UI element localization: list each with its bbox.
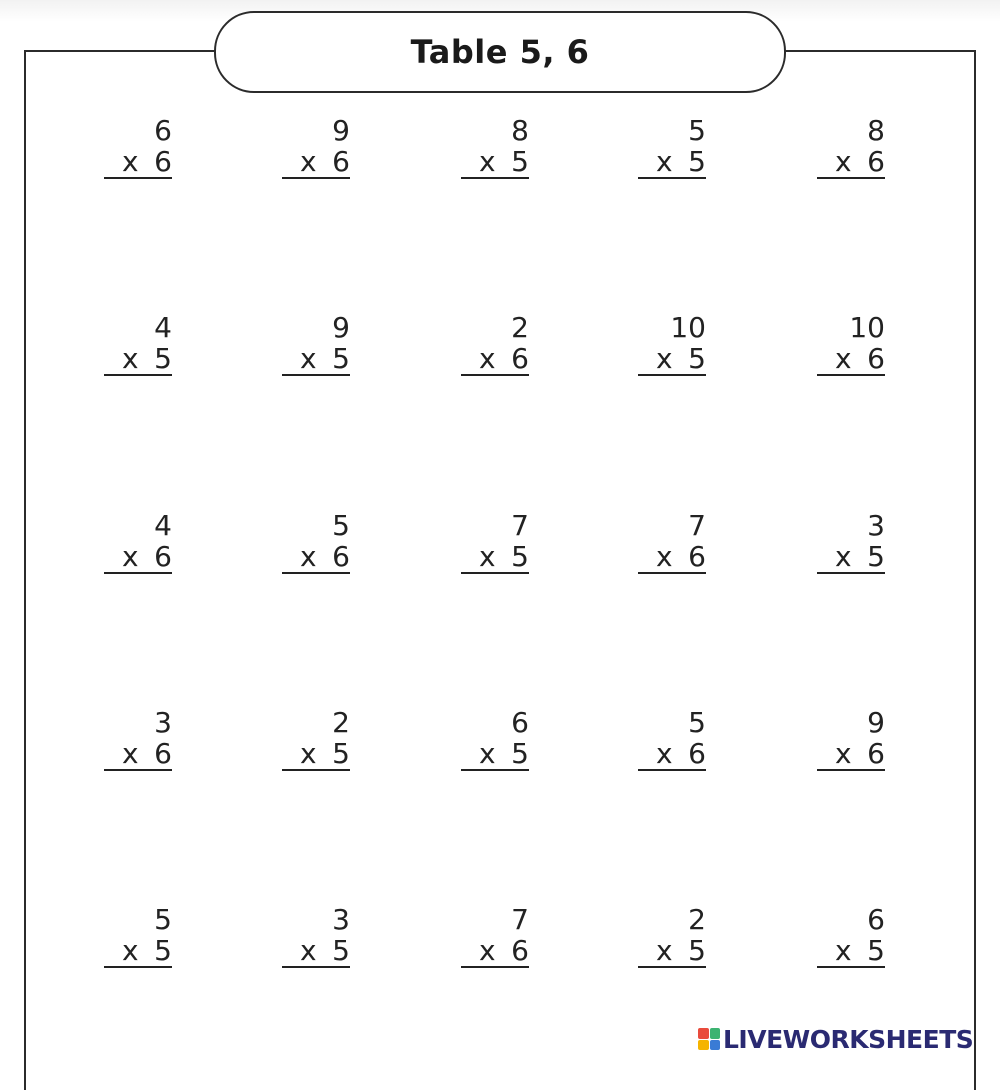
multiplicand: 6 [867, 903, 885, 936]
multiplicand: 9 [332, 114, 350, 147]
times-sign: x [479, 934, 496, 967]
multiplicand: 4 [154, 311, 172, 344]
times-sign: x [122, 737, 139, 770]
multiplicand: 6 [511, 706, 529, 739]
multiplicand: 7 [688, 509, 706, 542]
multiplier-row [282, 344, 350, 376]
multiplier: 5 [332, 737, 350, 770]
multiplier-row [817, 739, 885, 771]
multiplicand: 5 [688, 114, 706, 147]
multiplication-problem [282, 905, 350, 975]
times-sign: x [479, 342, 496, 375]
multiplier: 5 [511, 540, 529, 573]
multiplier: 6 [688, 540, 706, 573]
multiplication-problem [461, 116, 529, 186]
multiplier: 6 [332, 540, 350, 573]
logo-square-1 [698, 1028, 709, 1039]
multiplier: 6 [867, 342, 885, 375]
multiplicand: 10 [849, 311, 885, 344]
multiplier: 6 [154, 540, 172, 573]
multiplier: 6 [154, 737, 172, 770]
multiplier-row [461, 344, 529, 376]
multiplier-row [817, 936, 885, 968]
times-sign: x [656, 342, 673, 375]
logo-square-3 [698, 1040, 709, 1051]
multiplier: 6 [867, 145, 885, 178]
multiplicand: 10 [670, 311, 706, 344]
multiplicand: 8 [867, 114, 885, 147]
times-sign: x [122, 934, 139, 967]
times-sign: x [835, 540, 852, 573]
multiplication-problem [817, 313, 885, 383]
multiplicand: 8 [511, 114, 529, 147]
title-banner [214, 11, 786, 93]
multiplier-row [638, 739, 706, 771]
multiplicand: 2 [332, 706, 350, 739]
multiplier-row [638, 542, 706, 574]
multiplication-problem [282, 511, 350, 581]
times-sign: x [656, 540, 673, 573]
multiplier: 5 [154, 934, 172, 967]
times-sign: x [300, 934, 317, 967]
multiplicand: 3 [867, 509, 885, 542]
multiplicand: 6 [154, 114, 172, 147]
multiplier-row [817, 344, 885, 376]
logo-square-2 [710, 1028, 721, 1039]
multiplier-row [104, 739, 172, 771]
multiplication-problem [638, 511, 706, 581]
multiplier-row [638, 344, 706, 376]
multiplication-problem [461, 905, 529, 975]
multiplier: 5 [688, 145, 706, 178]
multiplicand: 5 [154, 903, 172, 936]
multiplication-problem [461, 708, 529, 778]
multiplication-problem [104, 313, 172, 383]
times-sign: x [122, 145, 139, 178]
times-sign: x [479, 737, 496, 770]
times-sign: x [656, 737, 673, 770]
multiplicand: 2 [688, 903, 706, 936]
multiplier-row [461, 542, 529, 574]
multiplier-row [282, 147, 350, 179]
multiplication-problem [104, 905, 172, 975]
multiplier: 6 [154, 145, 172, 178]
multiplication-problem [104, 116, 172, 186]
multiplier-row [282, 936, 350, 968]
multiplier-row [638, 936, 706, 968]
multiplier: 5 [332, 342, 350, 375]
multiplier: 6 [332, 145, 350, 178]
multiplicand: 4 [154, 509, 172, 542]
times-sign: x [656, 145, 673, 178]
multiplication-problem [461, 313, 529, 383]
multiplication-problem [638, 116, 706, 186]
times-sign: x [479, 145, 496, 178]
times-sign: x [835, 342, 852, 375]
multiplicand: 7 [511, 903, 529, 936]
multiplication-problem [104, 708, 172, 778]
multiplicand: 5 [332, 509, 350, 542]
multiplier: 5 [688, 934, 706, 967]
multiplication-problem [282, 116, 350, 186]
multiplication-problem [817, 708, 885, 778]
multiplication-problem [282, 313, 350, 383]
multiplier-row [461, 739, 529, 771]
multiplier-row [282, 542, 350, 574]
multiplier: 5 [867, 934, 885, 967]
multiplier-row [817, 147, 885, 179]
multiplier-row [638, 147, 706, 179]
page-title: Table 5, 6 [410, 33, 590, 71]
times-sign: x [479, 540, 496, 573]
times-sign: x [835, 145, 852, 178]
multiplier-row [104, 542, 172, 574]
multiplication-problem [817, 905, 885, 975]
multiplication-problem [638, 905, 706, 975]
times-sign: x [300, 540, 317, 573]
multiplier-row [104, 936, 172, 968]
times-sign: x [656, 934, 673, 967]
times-sign: x [122, 342, 139, 375]
multiplier: 5 [154, 342, 172, 375]
multiplier-row [104, 147, 172, 179]
multiplier-row [461, 936, 529, 968]
multiplier: 5 [511, 737, 529, 770]
multiplicand: 9 [332, 311, 350, 344]
times-sign: x [300, 342, 317, 375]
multiplier: 6 [511, 342, 529, 375]
multiplication-problem [461, 511, 529, 581]
multiplier-row [104, 344, 172, 376]
watermark-text: LIVEWORKSHEETS [723, 1024, 974, 1054]
multiplication-problem [282, 708, 350, 778]
multiplicand: 3 [154, 706, 172, 739]
multiplication-problem [638, 313, 706, 383]
multiplier: 6 [688, 737, 706, 770]
multiplier-row [817, 542, 885, 574]
multiplicand: 9 [867, 706, 885, 739]
times-sign: x [300, 145, 317, 178]
multiplier-row [461, 147, 529, 179]
times-sign: x [835, 737, 852, 770]
multiplier-row [282, 739, 350, 771]
multiplier: 5 [867, 540, 885, 573]
logo-square-4 [710, 1040, 721, 1051]
multiplication-problem [104, 511, 172, 581]
liveworksheets-watermark [698, 1022, 973, 1056]
multiplier: 5 [332, 934, 350, 967]
multiplication-problem [817, 116, 885, 186]
multiplicand: 7 [511, 509, 529, 542]
multiplication-problem [817, 511, 885, 581]
multiplicand: 3 [332, 903, 350, 936]
multiplier: 6 [867, 737, 885, 770]
multiplicand: 5 [688, 706, 706, 739]
multiplication-problem [638, 708, 706, 778]
multiplier: 6 [511, 934, 529, 967]
multiplicand: 2 [511, 311, 529, 344]
liveworksheets-logo-icon [698, 1028, 720, 1050]
multiplier: 5 [511, 145, 529, 178]
times-sign: x [300, 737, 317, 770]
times-sign: x [835, 934, 852, 967]
multiplier: 5 [688, 342, 706, 375]
times-sign: x [122, 540, 139, 573]
